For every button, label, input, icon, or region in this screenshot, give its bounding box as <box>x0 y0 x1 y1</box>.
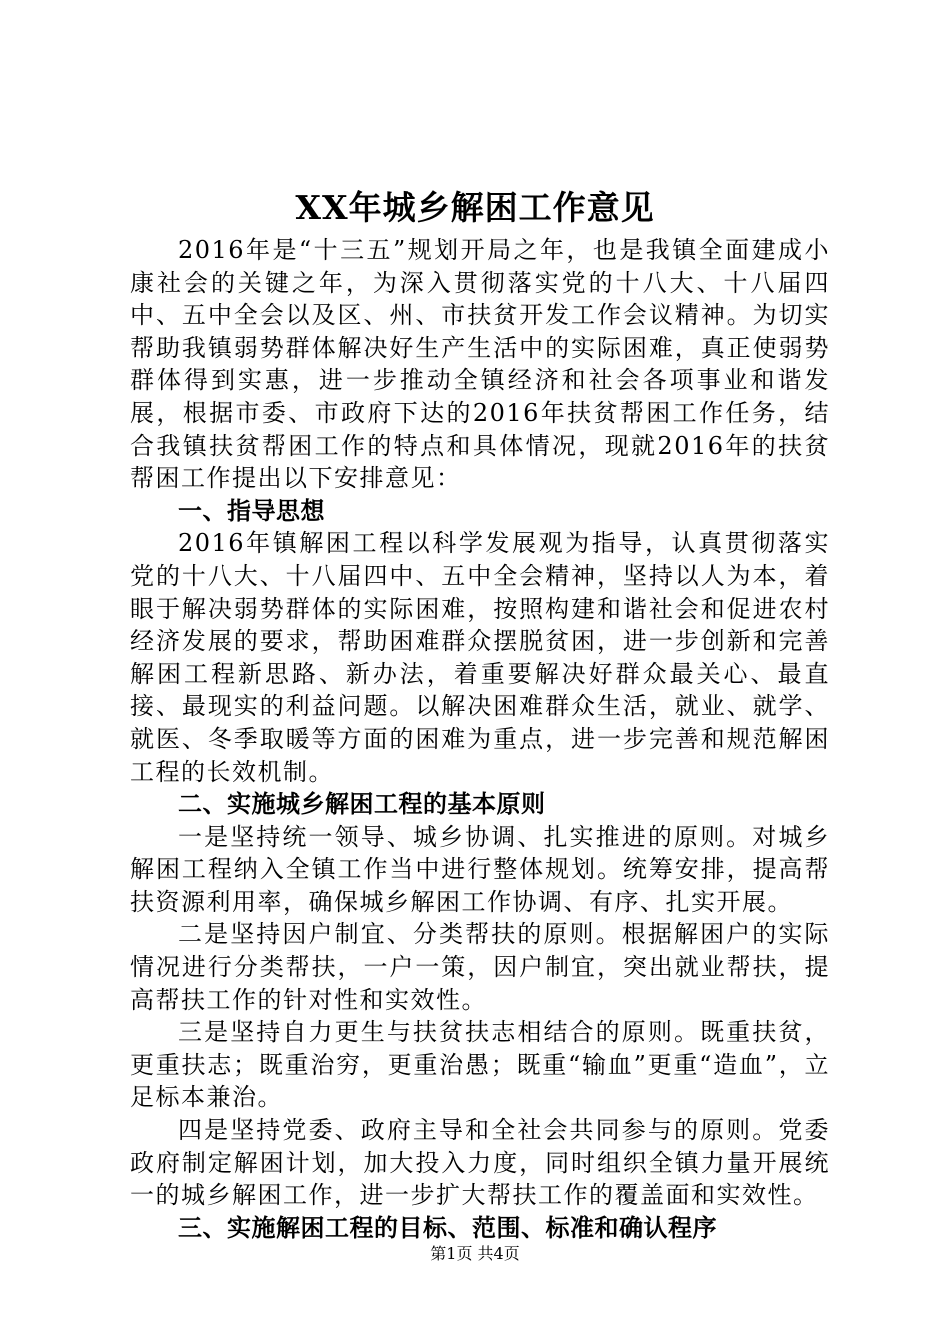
intro-paragraph: 2016年是“十三五”规划开局之年，也是我镇全面建成小康社会的关键之年，为深入贯彻落实党的十八大、十八届四中、五中全会以及区、州、市扶贫开发工作会议精神。为切实帮助我镇弱势群体解决好生产生活中的实际困难，真正使弱势群体得到实惠，进一步推动全镇经济和社会各项事业和谐发展，根据市委、市政府下达的2016年扶贫帮困工作任务，结合我镇扶贫帮困工作的特点和具体情况，现就2016年的扶贫帮困工作提出以下安排意见： <box>130 236 830 493</box>
principle-paragraph-2: 二是坚持因户制宜、分类帮扶的原则。根据解困户的实际情况进行分类帮扶，一户一策，因户制宜，突出就业帮扶，提高帮扶工作的针对性和实效性。 <box>130 920 830 1014</box>
principle-paragraph-3: 三是坚持自力更生与扶贫扶志相结合的原则。既重扶贫，更重扶志；既重治穷，更重治愚；既重“输血”更重“造血”，立足标本兼治。 <box>130 1018 830 1112</box>
principle-paragraph-4: 四是坚持党委、政府主导和全社会共同参与的原则。党委政府制定解困计划，加大投入力度，同时组织全镇力量开展统一的城乡解困工作，进一步扩大帮扶工作的覆盖面和实效性。 <box>130 1116 830 1210</box>
section-heading-basic-principles: 二、实施城乡解困工程的基本原则 <box>178 790 546 819</box>
document-body <box>130 234 830 1244</box>
principle-paragraph-1: 一是坚持统一领导、城乡协调、扎实推进的原则。对城乡解困工程纳入全镇工作当中进行整体规划。统筹安排，提高帮扶资源利用率，确保城乡解困工作协调、有序、扎实开展。 <box>130 822 830 916</box>
section-heading-guiding-ideology: 一、指导思想 <box>178 496 325 525</box>
document-title: XX年城乡解困工作意见 <box>295 188 655 227</box>
page-indicator: 第1页 共4页 <box>430 1244 520 1263</box>
guiding-ideology-paragraph: 2016年镇解困工程以科学发展观为指导，认真贯彻落实党的十八大、十八届四中、五中全会精神，坚持以人为本，着眼于解决弱势群体的实际困难，按照构建和谐社会和促进农村经济发展的要求，帮助困难群众摆脱贫困，进一步创新和完善解困工程新思路、新办法，着重要解决好群众最关心、最直接、最现实的利益问题。以解决困难群众生活，就业、就学、就医、冬季取暖等方面的困难为重点，进一步完善和规范解困工程的长效机制。 <box>130 529 830 786</box>
section-heading-goals-scope: 三、实施解困工程的目标、范围、标准和确认程序 <box>178 1213 717 1242</box>
